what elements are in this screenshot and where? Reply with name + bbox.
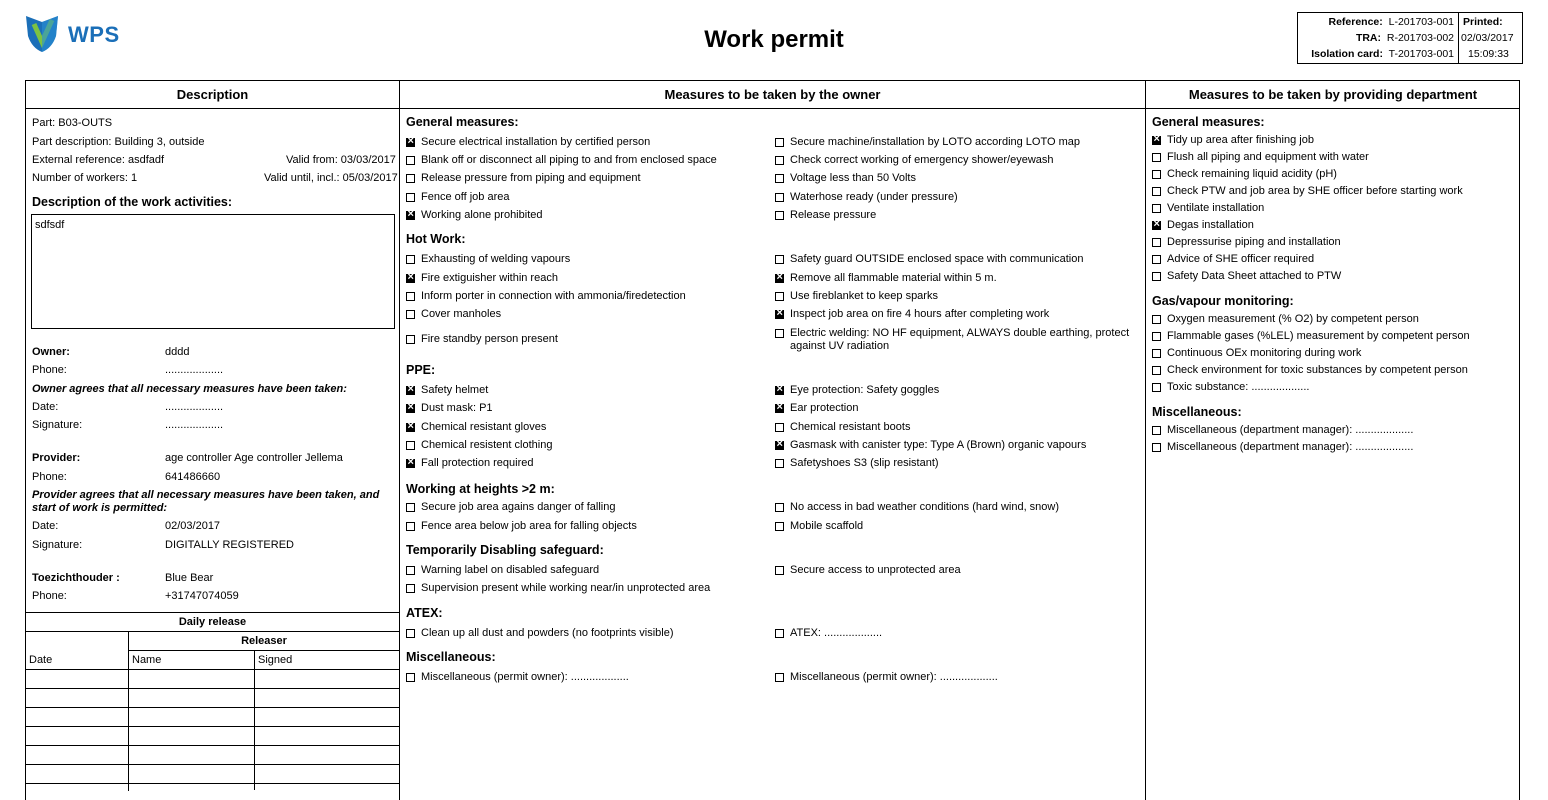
checkbox-checked-icon[interactable] xyxy=(406,404,415,413)
checkbox-checked-icon[interactable] xyxy=(775,386,784,395)
checkbox-checked-icon[interactable] xyxy=(1152,136,1161,145)
checklist-item-label: Continuous OEx monitoring during work xyxy=(1167,347,1362,359)
owner-agrees: Owner agrees that all necessary measures have been taken: xyxy=(32,383,347,395)
checklist-item-label: Ear protection xyxy=(790,402,859,414)
provider-value: age controller Age controller Jellema xyxy=(165,452,343,464)
part: Part: B03-OUTS xyxy=(32,117,113,129)
checklist-item-label: Flammable gases (%LEL) measurement by competent person xyxy=(1167,330,1470,342)
checklist-item-label: Miscellaneous (department manager): ................... xyxy=(1167,424,1414,436)
section-heading: PPE: xyxy=(406,363,436,377)
activities-textbox xyxy=(31,214,395,329)
checklist-item-label: Miscellaneous (permit owner): ................... xyxy=(421,671,629,683)
checklist-item-label: Fall protection required xyxy=(421,457,534,469)
printed-date: 02/03/2017 xyxy=(1461,32,1514,44)
checkbox-unchecked-icon[interactable] xyxy=(1152,238,1161,247)
section-heading: Working at heights >2 m: xyxy=(406,482,555,496)
daily-release-title: Daily release xyxy=(178,616,247,628)
checklist-item-label: Dust mask: P1 xyxy=(421,402,493,414)
checklist-item-label: Remove all flammable material within 5 m. xyxy=(790,272,997,284)
section-heading: General measures: xyxy=(406,115,519,129)
checkbox-unchecked-icon[interactable] xyxy=(775,503,784,512)
checklist-item-label: Check remaining liquid acidity (pH) xyxy=(1167,168,1337,180)
external-reference: External reference: asdfadf xyxy=(32,154,165,166)
checkbox-unchecked-icon[interactable] xyxy=(1152,255,1161,264)
provider-label: Provider: xyxy=(32,452,81,464)
checkbox-checked-icon[interactable] xyxy=(775,404,784,413)
checklist-item-label: Secure machine/installation by LOTO according LOTO map xyxy=(790,136,1081,148)
checklist-item-label: Degas installation xyxy=(1167,219,1254,231)
supervisor-value: Blue Bear xyxy=(165,572,214,584)
checklist-item-label: Miscellaneous (department manager): ................... xyxy=(1167,441,1414,453)
owner-column-header: Measures to be taken by the owner xyxy=(664,87,881,102)
part-description: Part description: Building 3, outside xyxy=(32,136,205,148)
checklist-item-label: Safety Data Sheet attached to PTW xyxy=(1167,270,1342,282)
checkbox-unchecked-icon[interactable] xyxy=(406,193,415,202)
owner-phone: ................... xyxy=(165,364,224,376)
checkbox-unchecked-icon[interactable] xyxy=(775,459,784,468)
supervisor-phone-label: Phone: xyxy=(32,590,67,602)
owner-value: dddd xyxy=(165,346,190,358)
checklist-item-label: Safety helmet xyxy=(421,384,489,396)
checklist-item-label: Depressurise piping and installation xyxy=(1167,236,1341,248)
owner-date-label: Date: xyxy=(32,401,59,413)
checkbox-unchecked-icon[interactable] xyxy=(1152,272,1161,281)
checkbox-unchecked-icon[interactable] xyxy=(406,255,415,264)
checkbox-checked-icon[interactable] xyxy=(406,211,415,220)
checklist-item-label: No access in bad weather conditions (hard wind, snow) xyxy=(790,501,1060,513)
isolation-value: T-201703-001 xyxy=(1388,48,1454,60)
checkbox-unchecked-icon[interactable] xyxy=(775,138,784,147)
checkbox-unchecked-icon[interactable] xyxy=(406,566,415,575)
provider-phone-label: Phone: xyxy=(32,471,67,483)
checklist-item-label: Check PTW and job area by SHE officer before starting work xyxy=(1167,185,1463,197)
daily-col-name: Name xyxy=(132,654,162,666)
checklist-item-label: Fence off job area xyxy=(421,191,510,203)
checkbox-unchecked-icon[interactable] xyxy=(775,566,784,575)
checklist-item-label: Electric welding: NO HF equipment, ALWAYS double earthing, protect against UV radiation xyxy=(790,327,1130,352)
checkbox-unchecked-icon[interactable] xyxy=(406,673,415,682)
checklist-item-label: Voltage less than 50 Volts xyxy=(790,172,916,184)
checklist-item-label: Toxic substance: ................... xyxy=(1167,381,1310,393)
checklist-item-label: Ventilate installation xyxy=(1167,202,1265,214)
checkbox-unchecked-icon[interactable] xyxy=(1152,426,1161,435)
owner-phone-label: Phone: xyxy=(32,364,67,376)
owner-label: Owner: xyxy=(32,346,70,358)
checklist-item-label: Check environment for toxic substances by competent person xyxy=(1167,364,1468,376)
checkbox-checked-icon[interactable] xyxy=(406,274,415,283)
provider-signature: DIGITALLY REGISTERED xyxy=(165,539,294,551)
checklist-item-label: Chemical resistent clothing xyxy=(421,439,553,451)
owner-signature-label: Signature: xyxy=(32,419,83,431)
checkbox-unchecked-icon[interactable] xyxy=(406,629,415,638)
description-column-header: Description xyxy=(176,87,249,102)
checkbox-unchecked-icon[interactable] xyxy=(406,522,415,531)
provider-signature-label: Signature: xyxy=(32,539,83,551)
checkbox-unchecked-icon[interactable] xyxy=(406,335,415,344)
checkbox-unchecked-icon[interactable] xyxy=(1152,153,1161,162)
reference-value: L-201703-001 xyxy=(1388,16,1454,28)
checklist-item-label: Miscellaneous (permit owner): ................... xyxy=(790,671,998,683)
checklist-item-label: Mobile scaffold xyxy=(790,520,864,532)
checklist-item-label: Supervision present while working near/in unprotected area xyxy=(421,582,711,594)
section-heading: Hot Work: xyxy=(406,232,466,246)
checkbox-checked-icon[interactable] xyxy=(775,310,784,319)
checklist-item-label: Oxygen measurement (% O2) by competent person xyxy=(1167,313,1419,325)
checklist-item-label: Inspect job area on fire 4 hours after completing work xyxy=(790,308,1050,320)
checkbox-unchecked-icon[interactable] xyxy=(406,441,415,450)
checkbox-unchecked-icon[interactable] xyxy=(406,503,415,512)
checkbox-unchecked-icon[interactable] xyxy=(775,423,784,432)
checkbox-unchecked-icon[interactable] xyxy=(775,673,784,682)
checkbox-unchecked-icon[interactable] xyxy=(775,522,784,531)
checkbox-checked-icon[interactable] xyxy=(775,274,784,283)
reference-box xyxy=(1297,12,1523,64)
checkbox-unchecked-icon[interactable] xyxy=(775,193,784,202)
checkbox-unchecked-icon[interactable] xyxy=(1152,315,1161,324)
checkbox-unchecked-icon[interactable] xyxy=(775,629,784,638)
checkbox-unchecked-icon[interactable] xyxy=(775,255,784,264)
checklist-item-label: Release pressure from piping and equipment xyxy=(421,172,641,184)
checkbox-unchecked-icon[interactable] xyxy=(1152,349,1161,358)
checklist-item-label: Cover manholes xyxy=(421,308,502,320)
checkbox-checked-icon[interactable] xyxy=(406,423,415,432)
page-title: Work permit xyxy=(704,26,844,53)
checkbox-unchecked-icon[interactable] xyxy=(775,156,784,165)
checklist-item-label: Tidy up area after finishing job xyxy=(1167,134,1314,146)
daily-col-date: Date xyxy=(29,654,53,666)
isolation-label: Isolation card: xyxy=(1311,48,1383,60)
supervisor-label: Toezichthouder : xyxy=(32,572,120,584)
checkbox-unchecked-icon[interactable] xyxy=(1152,170,1161,179)
checklist-item-label: Flush all piping and equipment with water xyxy=(1167,151,1369,163)
checklist-item-label: Secure access to unprotected area xyxy=(790,564,961,576)
checkbox-unchecked-icon[interactable] xyxy=(406,584,415,593)
section-heading: ATEX: xyxy=(406,606,443,620)
checkbox-unchecked-icon[interactable] xyxy=(406,156,415,165)
daily-col-signed: Signed xyxy=(258,654,293,666)
checklist-item-label: Inform porter in connection with ammonia/firedetection xyxy=(421,290,686,302)
tra-value: R-201703-002 xyxy=(1386,32,1454,44)
checkbox-unchecked-icon[interactable] xyxy=(406,292,415,301)
checkbox-unchecked-icon[interactable] xyxy=(1152,204,1161,213)
checkbox-checked-icon[interactable] xyxy=(406,459,415,468)
supervisor-phone: +31747074059 xyxy=(165,590,239,602)
checklist-item-label: Exhausting of welding vapours xyxy=(421,253,571,265)
checklist-item-label: Clean up all dust and powders (no footprints visible) xyxy=(421,627,674,639)
checkbox-unchecked-icon[interactable] xyxy=(1152,332,1161,341)
logo-text: WPS xyxy=(68,22,120,47)
checklist-item-label: Blank off or disconnect all piping to and from enclosed space xyxy=(421,154,717,166)
checkbox-unchecked-icon[interactable] xyxy=(775,329,784,338)
checkbox-checked-icon[interactable] xyxy=(1152,221,1161,230)
activities-heading: Description of the work activities: xyxy=(32,195,233,209)
checkbox-unchecked-icon[interactable] xyxy=(406,174,415,183)
checklist-item-label: Fence area below job area for falling objects xyxy=(421,520,637,532)
department-column-header: Measures to be taken by providing department xyxy=(1188,87,1478,102)
tra-label: TRA: xyxy=(1355,32,1382,44)
activities-text: sdfsdf xyxy=(35,219,65,231)
provider-agrees: Provider agrees that all necessary measures have been taken, and start of work is permitted: xyxy=(32,489,380,514)
checkbox-unchecked-icon[interactable] xyxy=(1152,366,1161,375)
checklist-item-label: Chemical resistant boots xyxy=(790,421,911,433)
checklist-item-label: Warning label on disabled safeguard xyxy=(421,564,600,576)
releaser-header: Releaser xyxy=(241,635,287,647)
checklist-item-label: ATEX: ................... xyxy=(790,627,883,639)
checklist-item-label: Waterhose ready (under pressure) xyxy=(790,191,958,203)
checklist-item-label: Eye protection: Safety goggles xyxy=(790,384,940,396)
checkbox-unchecked-icon[interactable] xyxy=(775,211,784,220)
checkbox-unchecked-icon[interactable] xyxy=(1152,443,1161,452)
checklist-item-label: Release pressure xyxy=(790,209,877,221)
printed-label: Printed: xyxy=(1463,16,1503,28)
checklist-item-label: Safety guard OUTSIDE enclosed space with communication xyxy=(790,253,1084,265)
checkbox-unchecked-icon[interactable] xyxy=(1152,187,1161,196)
owner-date: ................... xyxy=(165,401,224,413)
valid-until: Valid until, incl.: 05/03/2017 xyxy=(264,172,398,184)
checklist-item-label: Fire standby person present xyxy=(421,333,558,345)
checkbox-checked-icon[interactable] xyxy=(406,138,415,147)
section-heading: General measures: xyxy=(1152,115,1265,129)
checklist-item-label: Advice of SHE officer required xyxy=(1167,253,1315,265)
reference-label: Reference: xyxy=(1328,16,1383,28)
owner-signature: ................... xyxy=(165,419,224,431)
checkbox-unchecked-icon[interactable] xyxy=(1152,383,1161,392)
checklist-item-label: Check correct working of emergency shower/eyewash xyxy=(790,154,1054,166)
section-heading: Temporarily Disabling safeguard: xyxy=(406,543,604,557)
checklist-item-label: Safetyshoes S3 (slip resistant) xyxy=(790,457,939,469)
printed-time: 15:09:33 xyxy=(1468,48,1509,60)
checkbox-unchecked-icon[interactable] xyxy=(775,174,784,183)
section-heading: Gas/vapour monitoring: xyxy=(1152,294,1294,308)
valid-from: Valid from: 03/03/2017 xyxy=(286,154,396,166)
checkbox-unchecked-icon[interactable] xyxy=(406,310,415,319)
checklist-item-label: Fire extiguisher within reach xyxy=(421,272,558,284)
checklist-item-label: Gasmask with canister type: Type A (Brown) organic vapours xyxy=(790,439,1087,451)
checklist-item-label: Chemical resistant gloves xyxy=(421,421,547,433)
checklist-item-label: Working alone prohibited xyxy=(421,209,543,221)
section-heading: Miscellaneous: xyxy=(1152,405,1242,419)
checkbox-unchecked-icon[interactable] xyxy=(775,292,784,301)
checklist-item-label: Secure electrical installation by certified person xyxy=(421,136,651,148)
provider-date-label: Date: xyxy=(32,520,59,532)
checkbox-checked-icon[interactable] xyxy=(406,386,415,395)
provider-date: 02/03/2017 xyxy=(165,520,221,532)
provider-phone: 641486660 xyxy=(165,471,221,483)
checkbox-checked-icon[interactable] xyxy=(775,441,784,450)
checklist-item-label: Secure job area agains danger of falling xyxy=(421,501,616,513)
number-of-workers: Number of workers: 1 xyxy=(32,172,138,184)
section-heading: Miscellaneous: xyxy=(406,650,496,664)
checklist-item-label: Use fireblanket to keep sparks xyxy=(790,290,938,302)
